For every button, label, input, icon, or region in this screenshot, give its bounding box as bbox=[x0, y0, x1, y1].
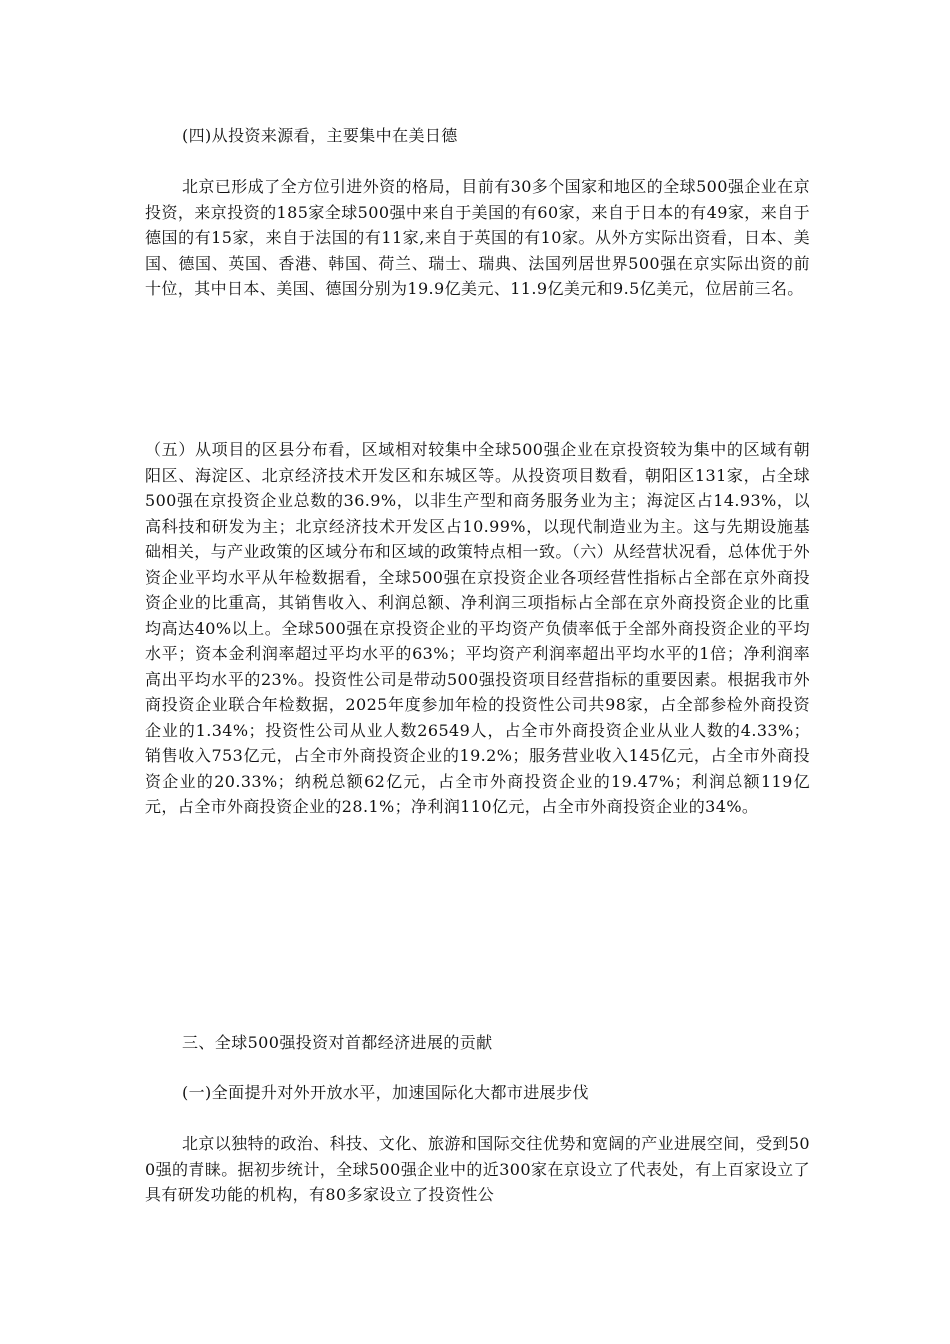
section-heading-investment-source: (四)从投资来源看，主要集中在美日德 bbox=[182, 126, 458, 145]
paragraph-opening-up: 北京以独特的政治、科技、文化、旅游和国际交往优势和宽阔的产业进展空间，受到500强的青睐。据初步统计，全球500强企业中的近300家在京设立了代表处，有上百家设立了具有研发功能的机构，有80多家设立了投资性公 bbox=[145, 1134, 810, 1204]
paragraph-investment-source: 北京已形成了全方位引进外资的格局，目前有30多个国家和地区的全球500强企业在京投资，来京投资的185家全球500强中来自于美国的有60家，来自于日本的有49家，来自于德国的有15家，来自于法国的有11家,来自于英国的有10家。从外方实际出资看，日本、美国、德国、英国、香港、韩国、荷兰、瑞士、瑞典、法国列居世界500强在京实际出资的前十位，其中日本、美国、德国分别为19.9亿美元、11.9亿美元和9.5亿美元，位居前三名。 bbox=[145, 177, 810, 298]
paragraph-district-distribution-and-operations: （五）从项目的区县分布看，区域相对较集中全球500强企业在京投资较为集中的区域有朝阳区、海淀区、北京经济技术开发区和东城区等。从投资项目数看，朝阳区131家，占全球500强在京投资企业总数的36.9%，以非生产型和商务服务业为主；海淀区占14.93%，以高科技和研发为主；北京经济技术开发区占10.99%，以现代制造业为主。这与先期设施基础相关，与产业政策的区域分布和区域的政策特点相一致。（六）从经营状况看，总体优于外资企业平均水平从年检数据看，全球500强在京投资企业各项经营性指标占全部在京外商投资企业的比重高，其销售收入、利润总额、净利润三项指标占全部在京外商投资企业的比重均高达40%以上。全球500强在京投资企业的平均资产负债率低于全部外商投资企业的平均水平；资本金利润率超过平均水平的63%；平均资产利润率超出平均水平的1倍；净利润率高出平均水平的23%。投资性公司是带动500强投资项目经营指标的重要因素。根据我市外商投资企业联合年检数据，2025年度参加年检的投资性公司共98家，占全部参检外商投资企业的1.34%；投资性公司从业人数26549人，占全市外商投资企业从业人数的4.33%；销售收入753亿元，占全市外商投资企业的19.2%；服务营业收入145亿元，占全市外商投资企业的20.33%；纳税总额62亿元，占全市外商投资企业的19.47%；利润总额119亿元，占全市外商投资企业的28.1%；净利润110亿元，占全市外商投资企业的34%。 bbox=[145, 440, 810, 816]
section-title-contribution: 三、全球500强投资对首都经济进展的贡献 bbox=[182, 1033, 493, 1052]
subsection-heading-opening-up: (一)全面提升对外开放水平，加速国际化大都市进展步伐 bbox=[182, 1083, 589, 1102]
